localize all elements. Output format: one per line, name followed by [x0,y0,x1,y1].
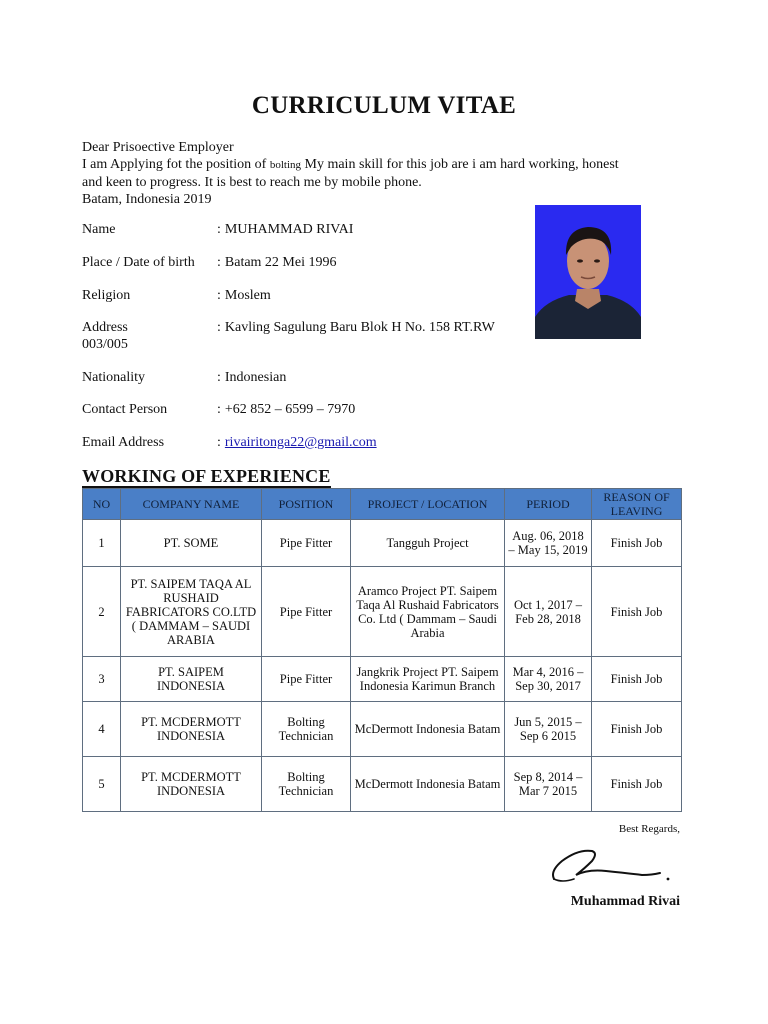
header-reason-line-2: LEAVING [610,504,663,518]
address-label: Address [82,320,128,335]
address-value-wrap [217,319,495,336]
cell-position: Bolting Technician [262,702,351,757]
cell-period: Sep 8, 2014 – Mar 7 2015 [505,757,592,812]
name-value: MUHAMMAD RIVAI [224,222,354,237]
cell-period: Aug. 06, 2018 – May 15, 2019 [505,520,592,567]
header-reason [592,489,682,520]
document-title: CURRICULUM VITAE [251,92,517,119]
contact-value: +62 852 – 6599 – 7970 [224,402,356,417]
header-no: NO [83,489,121,520]
cell-reason: Finish Job [592,757,682,812]
cell-project: Jangkrik Project PT. Saipem Indonesia Karimun Branch [351,657,505,702]
cell-no: 4 [83,702,121,757]
cell-period: Oct 1, 2017 – Feb 28, 2018 [505,567,592,657]
cell-reason: Finish Job [592,567,682,657]
address-continuation: 003/005 [82,337,128,352]
header-reason-line-1: REASON OF [603,490,670,504]
colon: : [217,435,221,450]
birth-value-wrap [217,254,337,271]
cell-position: Pipe Fitter [262,567,351,657]
intro-line-2-start: I am Applying fot the position of [82,157,270,172]
name-value-wrap [217,221,353,238]
email-label: Email Address [82,435,165,450]
table-row [83,520,682,567]
intro-line-2 [82,156,682,174]
header-period: PERIOD [505,489,592,520]
intro-letter [82,139,682,208]
address-value: Kavling Sagulung Baru Blok H No. 158 RT.RW [224,320,495,335]
name-label: Name [82,222,116,237]
cell-company: PT. MCDERMOTT INDONESIA [121,757,262,812]
closing-regards: Best Regards, [618,823,680,835]
colon: : [217,402,221,417]
cell-no: 1 [83,520,121,567]
intro-line-4: Batam, Indonesia 2019 [82,192,212,207]
colon: : [217,222,221,237]
cell-company: PT. MCDERMOTT INDONESIA [121,702,262,757]
experience-table [82,488,682,812]
nationality-value: Indonesian [224,370,287,385]
table-row [83,657,682,702]
cell-period: Mar 4, 2016 – Sep 30, 2017 [505,657,592,702]
contact-value-wrap [217,401,355,418]
cell-company: PT. SOME [121,520,262,567]
colon: : [217,370,221,385]
header-position: POSITION [262,489,351,520]
nationality-value-wrap [217,369,286,386]
portrait-illustration [535,205,641,339]
cell-no: 3 [83,657,121,702]
table-row [83,757,682,812]
religion-label: Religion [82,288,131,303]
birth-value: Batam 22 Mei 1996 [224,255,337,270]
profile-photo [535,205,641,339]
nationality-label: Nationality [82,370,145,385]
intro-position: bolting [269,159,301,171]
table-row [83,702,682,757]
cell-reason: Finish Job [592,702,682,757]
religion-value: Moslem [224,288,271,303]
table-row [83,567,682,657]
cell-project: Tangguh Project [351,520,505,567]
colon: : [217,255,221,270]
colon: : [217,320,221,335]
email-value-wrap [217,434,377,451]
intro-greeting: Dear Prisoective Employer [82,140,234,155]
contact-label: Contact Person [82,402,168,417]
colon: : [217,288,221,303]
cell-position: Pipe Fitter [262,657,351,702]
cell-period: Jun 5, 2015 – Sep 6 2015 [505,702,592,757]
cell-position: Pipe Fitter [262,520,351,567]
cell-company: PT. SAIPEM TAQA AL RUSHAID FABRICATORS CO.LTD ( DAMMAM – SAUDI ARABIA [121,567,262,657]
cell-company: PT. SAIPEM INDONESIA [121,657,262,702]
header-company: COMPANY NAME [121,489,262,520]
signer-name: Muhammad Rivai [570,894,680,909]
cell-reason: Finish Job [592,657,682,702]
cell-reason: Finish Job [592,520,682,567]
table-header-row [83,489,682,520]
experience-section-title: WORKING OF EXPERIENCE [82,466,331,486]
birth-label: Place / Date of birth [82,255,195,270]
intro-line-2-end: My main skill for this job are i am hard working, honest [301,157,619,172]
cell-position: Bolting Technician [262,757,351,812]
cell-project: McDermott Indonesia Batam [351,702,505,757]
cell-no: 2 [83,567,121,657]
cell-project: Aramco Project PT. Saipem Taqa Al Rushaid Fabricators Co. Ltd ( Dammam – Saudi Arabia [351,567,505,657]
cell-project: McDermott Indonesia Batam [351,757,505,812]
header-project: PROJECT / LOCATION [351,489,505,520]
religion-value-wrap [217,287,271,304]
signature-image [548,835,678,895]
intro-line-3: and keen to progress. It is best to reach me by mobile phone. [82,175,422,190]
cell-no: 5 [83,757,121,812]
email-link[interactable]: rivairitonga22@gmail.com [224,435,377,450]
